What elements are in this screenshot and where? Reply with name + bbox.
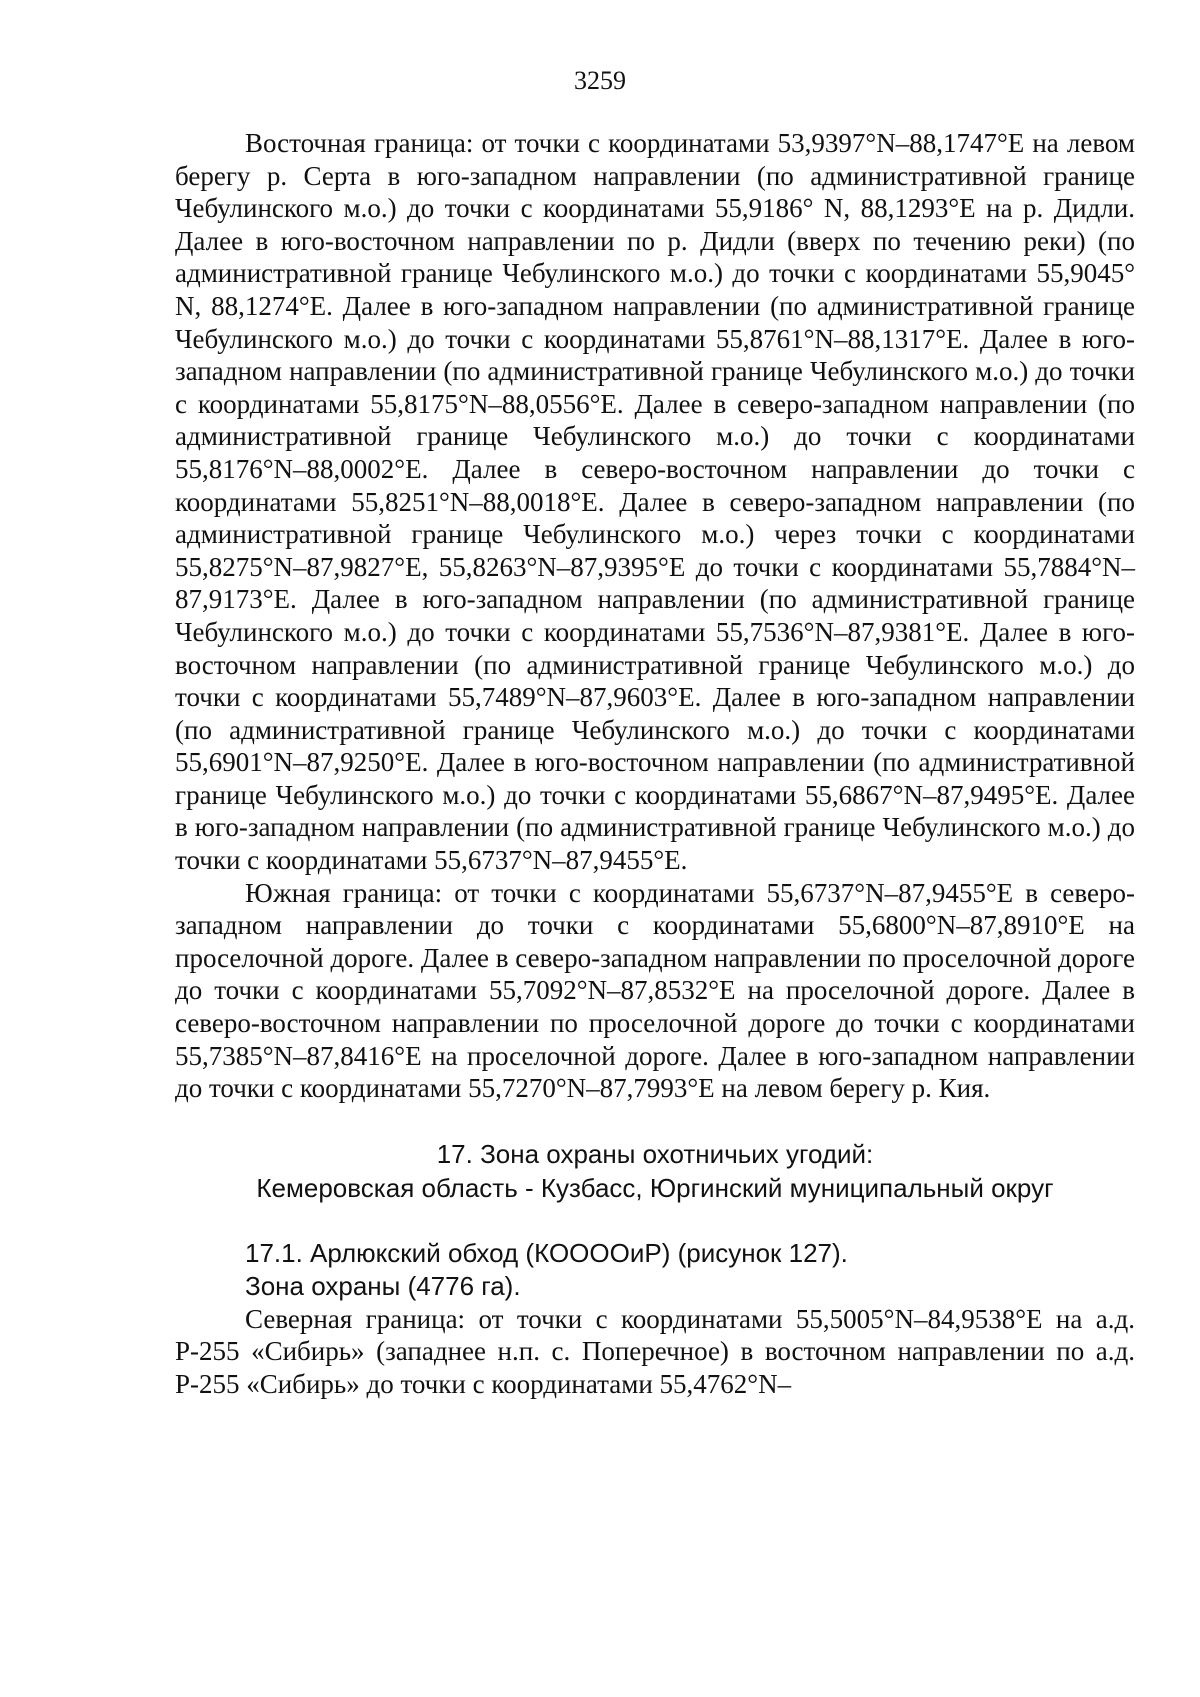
document-body (175, 127, 1135, 1401)
section-heading-line-2: Кемеровская область - Кузбасс, Юргинский муниципальный округ (256, 1172, 1054, 1203)
zone-label: Зона охраны (4776 га). (245, 1270, 521, 1301)
section-heading-line-1: 17. Зона охраны охотничьих угодий: (436, 1138, 874, 1169)
page-number: 3259 (574, 66, 626, 95)
south-border-paragraph: Южная граница: от точки с координатами 55,6737°N–87,9455°E в северо-западном направлении до точки с координатами 55,6800°N–87,8910°E на проселочной дороге. Далее в северо-западном направлении по проселочной дороге до точки с координатами 55,7092°N–87,8532°E на проселочной дороге. Далее в северо-восточном направлении по проселочной дороге до точки с координатами 55,7385°N–87,8416°E на проселочной дороге. Далее в юго-западном направлении до точки с координатами 55,7270°N–87,7993°E на левом берегу р. Кия. (175, 877, 1135, 1104)
north-border-paragraph: Северная граница: от точки с координатами 55,5005°N–84,9538°E на а.д. Р-255 «Сибирь» (западнее н.п. с. Поперечное) в восточном направлении по а.д. Р-255 «Сибирь» до точки с координатами 55,4762°N– (175, 1303, 1135, 1399)
section-gap (175, 1105, 1135, 1137)
east-border-paragraph: Восточная граница: от точки с координатами 53,9397°N–88,1747°E на левом берегу р. Серта в юго-западном направлении (по административной границе Чебулинского м.о.) до точки с координатами 55,9186° N, 88,1293°E на р. Дидли. Далее в юго-восточном направлении по р. Дидли (вверх по течению реки) (по административной границе Чебулинского м.о.) до точки с координатами 55,9045° N, 88,1274°E. Далее в юго-западном направлении (по административной границе Чебулинского м.о.) до точки с координатами 55,8761°N–88,1317°E. Далее в юго-западном направлении (по административной границе Чебулинского м.о.) до точки с координатами 55,8175°N–88,0556°E. Далее в северо-западном направлении (по административной границе Чебулинского м.о.) до точки с координатами 55,8176°N–88,0002°E. Далее в северо-восточном направлении до точки с координатами 55,8251°N–88,0018°E. Далее в северо-западном направлении (по административной границе Чебулинского м.о.) через точки с координатами 55,8275°N–87,9827°E, 55,8263°N–87,9395°E до точки с координатами 55,7884°N–87,9173°E. Далее в юго-западном направлении (по административной границе Чебулинского м.о.) до точки с координатами 55,7536°N–87,9381°E. Далее в юго-восточном направлении (по административной границе Чебулинского м.о.) до точки с координатами 55,7489°N–87,9603°E. Далее в юго-западном направлении (по административной границе Чебулинского м.о.) до точки с координатами 55,6901°N–87,9250°E. Далее в юго-восточном направлении (по административной границе Чебулинского м.о.) до точки с координатами 55,6867°N–87,9495°E. Далее в юго-западном направлении (по административной границе Чебулинского м.о.) до точки с координатами 55,6737°N–87,9455°E. (175, 128, 1135, 876)
subsection-title: 17.1. Арлюкский обход (КООООиР) (рисунок 127). (245, 1237, 848, 1268)
subsection-gap (175, 1205, 1135, 1237)
